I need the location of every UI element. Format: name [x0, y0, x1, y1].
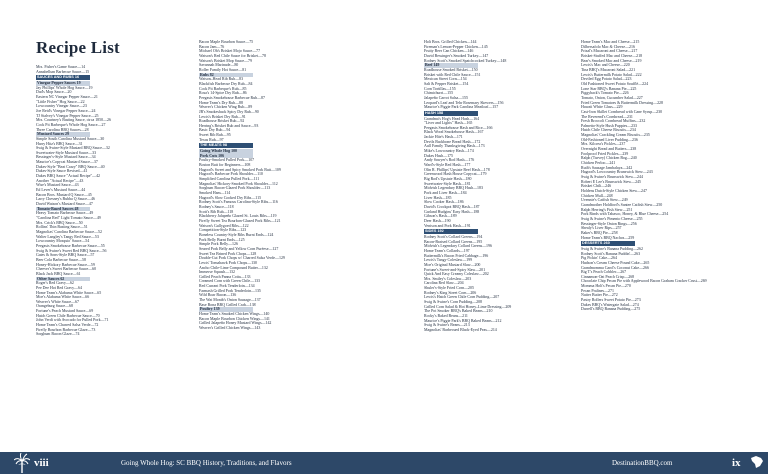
recipe-entry: Aull Family Thanksgiving Hash—173 — [424, 144, 485, 149]
recipe-entry: Maurice's Piggie Park Carolina Meatloaf—157 — [424, 105, 499, 110]
south-carolina-state-icon — [750, 455, 764, 469]
recipe-entry: Tomato, Onion, Cucumber Salad—227 — [581, 95, 643, 100]
recipe-entry: Pig Pickin' Cake—264 — [581, 256, 617, 261]
recipe-entry: Boneless Country-Style Ribs Burnt Ends—124 — [199, 232, 274, 237]
recipe-entry: Firefly Bourbon Barbecue Glaze—73 — [36, 327, 96, 332]
recipe-entry: Lewis's Mac and Cheese—220 — [581, 63, 630, 68]
recipe-entry: Quick And Easy Creamy Coleslaw—202 — [424, 272, 489, 277]
recipe-entry: Mrs. Fisher's Game Sauce—14 — [36, 65, 86, 69]
recipe-entry: Lewis's Hatch Green Chile Corn Pudding—207 — [424, 295, 500, 300]
recipe-entry: Watson's Gullygoed Ribs—122 — [199, 223, 249, 228]
recipe-entry: Overnight Bread and Butters—238 — [581, 147, 637, 152]
recipe-entry: Sorghum Bacon-Glazed Pork Shoulder—113 — [199, 186, 271, 191]
recipe-entry: Home Team's Collards—197 — [424, 248, 470, 253]
recipe-entry: Robert E Lee's Brunswick Stew—245 — [581, 179, 641, 184]
recipe-entry: Herring's Brisket Rub and Sauce—93 — [199, 123, 259, 128]
recipe-entry: Fortune's Sweet-and-Spicy Slaw—201 — [424, 267, 486, 272]
recipe-entry: Brisket with Red Chile Sauce—151 — [424, 72, 481, 77]
recipe-entry: Grandma's Hog's Head Hash—164 — [424, 116, 480, 121]
recipe-entry: Midvish Legendary BBQ Hash—183 — [424, 186, 483, 191]
footer-band — [0, 452, 768, 474]
recipe-entry: Gates & Sons-Style BBQ Sauce—57 — [36, 253, 95, 258]
recipe-entry: Weaver's White Sauce—67 — [36, 299, 79, 304]
recipe-entry: Firefly Sweet Tea Bourbon-Glazed Pork Ribs—121 — [199, 218, 281, 223]
recipe-entry: Bacon Bros. Mustard Q Sauce—45 — [36, 192, 92, 197]
recipe-entry: Mrs. Smiley's Coleslaw—203 — [424, 276, 472, 281]
recipe-entry: Black Jack BBQ Sauce—61 — [36, 271, 81, 276]
recipe-entry: Pork Belly Burnt Ends—125 — [199, 237, 245, 242]
recipe-entry: Moe's Original Mustard Slaw—200 — [424, 262, 481, 267]
recipe-entry: David Bessinger's Smoked Turkey—147 — [424, 53, 489, 58]
recipe-entry: TJ Stalvey's Vinegar Pepper Sauce—25 — [36, 113, 99, 118]
recipe-entry: Big Rod's Upstate Hash—180 — [424, 177, 472, 182]
recipe-entry: Dilbersafolo Mac & Cheese—216 — [581, 44, 635, 49]
recipe-entry: Tina BBQ's Macaroni Salad—221 — [581, 67, 636, 72]
recipe-entry: Jackie Hite's Hash—171 — [424, 135, 463, 140]
recipe-entry: Walter Langley's Tangy Red Sauce—53 — [36, 234, 99, 239]
recipe-entry: Peegasis Smokehouse Hash and Rice—166 — [424, 125, 493, 130]
recipe-entry: Ward's-Style Red Hash—177 — [424, 163, 471, 168]
recipe-entry: Swig & Swine's Beans—213 — [424, 323, 470, 328]
recipe-entry: Palmetto-Style Hush Puppies—233 — [581, 123, 637, 128]
recipe-entry: Base Bona BBQ Grilled Crab—138 — [199, 302, 256, 307]
recipe-entry: Farmash Grilled Pork Tenderloin—135 — [199, 288, 261, 293]
recipe-entry: Poultry-Smoked Pulled Pork—107 — [199, 158, 255, 163]
recipe-entry: "Carolina Red" Light Tomato Sauce—49 — [36, 216, 101, 220]
section-heading: HASH 158 — [424, 111, 478, 116]
subsection-heading: Going Whole Hog 100 — [199, 149, 253, 154]
recipe-entry: Dukes-Style "Beat Crazy" BBQ Sauce—40 — [36, 164, 105, 169]
recipe-entry: Rosa's 14-Spice Dry Rub—86 — [199, 91, 247, 96]
recipe-entry: Honey-Hickory Barbecue Sauce—59 — [36, 262, 95, 267]
recipe-entry: "Liver and Lights" Hash—165 — [424, 121, 473, 126]
section-heading: SIDES 192 — [424, 229, 478, 234]
recipe-entry: Rodney Scott's Smoked Spatchcocked Turkey—148 — [424, 58, 507, 63]
section-heading: SAUCES AND RUBS 16 — [36, 75, 90, 80]
recipe-entry: Beer Cola Barbecue Sauce—58 — [36, 257, 86, 262]
recipe-entry: Orangeburg Sauce—68 — [36, 304, 73, 309]
recipe-entry: Darrell's BBQ Banana Pudding—275 — [581, 307, 641, 312]
recipe-entry: Magnolias' Barbecued Black-Eyed Peas—214 — [424, 328, 497, 333]
recipe-entry: Savannah Marinade—80 — [199, 63, 239, 68]
page-title: Recipe List — [36, 38, 120, 57]
recipe-entry: Rollins' Thin Basting Sauce—51 — [36, 225, 88, 230]
recipe-entry: Ed Lever's Mustard Sauce—44 — [36, 188, 86, 193]
recipe-entry: Double-Cut Pork Chops w/ Charred Salsa Verde—129 — [199, 256, 285, 261]
section-heading: THE MEATS 98 — [199, 143, 253, 148]
recipe-entry: Mrs. Crick's BBQ Sauce—50 — [36, 220, 83, 225]
recipe-entry: Pastry Rollers Sweet Potato Pie—273 — [581, 298, 641, 303]
recipe-entry: Andy Sawyer's Rod Hash—176 — [424, 158, 475, 163]
recipe-entry: Scott's Rib Rub—118 — [199, 209, 234, 214]
recipe-entry: Hawaii White Glass—229 — [581, 105, 623, 110]
recipe-entry: Lewis's Tangy Coleslaw—199 — [424, 258, 473, 263]
recipe-entry: Blackfish Barbecue Dry Rub—84 — [199, 81, 253, 86]
recipe-entry: Fruity Beer Can Chicken—146 — [424, 49, 474, 54]
recipe-entry: Magnolias' Hickory-Smoked Pork Shoulder—112 — [199, 181, 278, 186]
subsection-heading: Vinegar Pepper Sauces 19 — [36, 81, 90, 86]
recipe-entry: Creamed Corn with Green Chile—133 — [199, 279, 261, 284]
recipe-entry: Swig & Swine-Style Mustard BBQ Sauce—32 — [36, 146, 110, 151]
recipe-entry: Sweet Rib Rub—95 — [199, 133, 231, 138]
recipe-entry: Cock Pit Barbeque's Whole Hog Sauce—27 — [36, 122, 106, 127]
recipe-entry: Jay Phillips' Whole Hog Sauce—19 — [36, 85, 93, 90]
recipe-entry: Rodney Scott's Collard Greens—194 — [424, 234, 483, 239]
recipe-entry: Mrs. Courtney's Basting Sauce, circa 1850—26 — [36, 118, 111, 123]
palmetto-tree-icon — [14, 453, 30, 473]
recipe-entry: Hatch Green Chile Barbecue Sauce—70 — [36, 313, 100, 318]
recipe-entry: Sweet Tea Brined Pork Chops—128 — [199, 251, 257, 256]
recipe-entry: Cheever's Sweet Barbecue Sauce—60 — [36, 267, 97, 272]
subsection-heading: Tomato-Based Sauces 48 — [36, 207, 90, 212]
recipe-entry: Holt Bros. Grilled Chicken—144 — [424, 40, 477, 44]
recipe-entry: Moe's Alabama White Sauce—66 — [36, 295, 90, 300]
recipe-entry: Hatch Chile Cheese Biscuits—234 — [581, 128, 636, 133]
recipe-entry: Old-Fashioned Liver Pudding—236 — [581, 137, 638, 142]
recipe-entry: Home Team's Dry Rub—88 — [199, 100, 243, 105]
recipe-entry: Momma Holt's Pecan Pie—270 — [581, 284, 631, 289]
recipe-entry: Fortune's Peach Mustard Sauce—69 — [36, 309, 94, 314]
subsection-heading: Poultry 139 — [199, 307, 253, 312]
recipe-entry: Prizal's Macaroni and Cheese—217 — [581, 49, 638, 54]
recipe-entry: Lewis's Buttermilk Potato Salad—222 — [581, 72, 642, 77]
recipe-entry: Midvish's Legendary Collard Greens—196 — [424, 244, 492, 249]
recipe-entry: Home Team's Smoked Chicken Wings—140 — [199, 312, 270, 317]
recipe-entry: Venison and Pork Hash—191 — [424, 223, 471, 228]
recipe-entry: Watson–Head Rib Rub—83 — [199, 77, 244, 82]
recipe-entry: Leopard's Leaf and Tehr Rosemary Skewers—156 — [424, 100, 504, 105]
recipe-entry: Chicken Perloo—241 — [581, 161, 616, 166]
recipe-entry: Ralph Herring's Fish Stew—251 — [581, 207, 633, 212]
recipe-entry: Roller Family Hot Sauce—81 — [199, 67, 247, 72]
recipe-entry: Ruth's Sausage Jambalaya—242 — [581, 165, 633, 170]
recipe-entry: Pee Dee Hot Red Gravy—64 — [36, 285, 82, 290]
recipe-entry: Simplified Carolina Pulled Pork—111 — [199, 177, 260, 182]
subsection-heading: Beef 149 — [424, 63, 478, 68]
recipe-entry: Gibson's Hash—189 — [424, 214, 457, 219]
recipe-entry: Foolproof Fried Pickles—239 — [581, 151, 629, 156]
recipe-entry: Mrs. Kilcrea's Pickles—237 — [581, 142, 626, 147]
recipe-entry: Swig & Swine's Pimento Cheese—255 — [581, 216, 643, 221]
recipe-entry: Devils Backbone Bread Hash—172 — [424, 139, 481, 144]
recipe-entry: Nutter Butter Pie—272 — [581, 293, 618, 298]
recipe-entry: Roadhouse Smoked Brisket—150 — [424, 67, 478, 72]
recipe-entry: Baker's BBQ Pie—258 — [581, 230, 618, 235]
recipe-entry: Slow Cooker Hash—186 — [424, 200, 464, 205]
recipe-entry: Swig & Swine's Brunswick Stew—244 — [581, 175, 643, 180]
recipe-entry: Grilled Peach Panna Cotta—133 — [199, 274, 251, 279]
recipe-entry: Cast-Iron Skillet Cornbread with Cane Syrup—230 — [581, 109, 663, 114]
recipe-entry: Home Team's Mac and Cheese—215 — [581, 40, 640, 44]
column-2 — [199, 40, 333, 331]
recipe-entry: The Reverend's Cornbread—231 — [581, 114, 633, 119]
recipe-entry: Swig & Swine's Sweet Red BBQ Sauce—56 — [36, 248, 107, 253]
recipe-entry: Hagood's Slow Cooked Dry Ribs—115 — [199, 195, 262, 200]
recipe-entry: Olin R. Phillips' Upstate Beef Hash—178 — [424, 167, 490, 172]
recipe-entry: Grilled Corn Salad & Hot Honey–Lime Dressing—209 — [424, 304, 512, 309]
recipe-entry: Holdens Dutch-Style Chicken Stew—247 — [581, 189, 647, 193]
recipe-entry: Deer Hash—190 — [424, 218, 451, 223]
recipe-entry: Black Wood Smokehouse Hash—167 — [424, 130, 484, 135]
recipe-entry: Bacon Maple Bourbon Sauce—75 — [199, 40, 254, 44]
recipe-entry: Salt & Pepper Brisket—154 — [424, 81, 469, 86]
recipe-entry: Texas Rub—97 — [199, 137, 224, 142]
recipe-entry: Maurice's Piggie Park's BBQ Baked Beans—212 — [424, 318, 502, 323]
recipe-entry: Deviled Egg Potato Salad—223 — [581, 77, 632, 82]
recipe-entry: Dad's Mop Sauce—20 — [36, 90, 72, 95]
footer-book-title: Going Whole Hog: SC BBQ History, Traditions, and Flavors — [121, 459, 292, 467]
subsection-heading: Mustard Sauces 29 — [36, 132, 90, 137]
recipe-entry: Seared Pork Belly and Yellow Corn Puréese—127 — [199, 246, 279, 251]
recipe-entry: Greenwood Hash House Copycat—179 — [424, 172, 487, 177]
recipe-entry: Fried Green Tomatoes & Buttermilk Dressing—228 — [581, 100, 663, 105]
recipe-entry: Another "Actual Recipe"—43 — [36, 178, 84, 183]
recipe-entry: Sweetwater-Style Hash—181 — [424, 181, 471, 186]
recipe-entry: Peegasis Smokehouse Barbecue Rub—87 — [199, 95, 265, 100]
recipe-entry: Lone Star BBQ's Banana Pie—225 — [581, 86, 637, 91]
recipe-entry: Red Currant Pork Tenderloin—134 — [199, 284, 255, 289]
recipe-entry: Rodney's Sauce—118 — [199, 204, 234, 209]
column-4 — [581, 40, 715, 312]
recipe-entry: Grandmother Holdford's Santee Catfish Stew—250 — [581, 202, 663, 207]
recipe-entry: Peegasis Smokehouse Barbecue Sauce—55 — [36, 243, 105, 248]
recipe-entry: Chicken Mull—248 — [581, 193, 613, 198]
recipe-entry: Hudson's Cream Cheese Pound Cake—265 — [581, 260, 650, 265]
recipe-entry: Hagood's Lowcountry Brunswick Stew—243 — [581, 170, 653, 175]
recipe-entry: Chocolate Chip Pecan Pie with Applewood Bacon Graham Cracker Crust—269 — [581, 279, 707, 284]
recipe-entry: JB's Smokeshack Spicy Dry Rub—90 — [199, 109, 259, 114]
recipe-entry: Bessinger-Style Onion Rings—256 — [581, 221, 637, 226]
recipe-entry: Watson's Red Chile Sauce for Brisket—78 — [199, 53, 266, 58]
recipe-entry: Garland Hudgins' Easy Hash—188 — [424, 209, 480, 214]
recipe-entry: Grilled Jalapeño Honey Mustard Wings—142 — [199, 321, 272, 326]
column-3 — [424, 40, 558, 333]
recipe-entry: Sweetwater-Style Mustard Sauce—33 — [36, 150, 97, 155]
recipe-entry: Liver Hash—185 — [424, 195, 452, 200]
recipe-entry: Pecan Pralines—271 — [581, 288, 614, 293]
recipe-entry: Boston Butt for Beginners—108 — [199, 163, 251, 168]
recipe-entry: Grandmomma Carol's Coconut Cake—266 — [581, 265, 649, 270]
subsection-heading: Pork Cuts 106 — [199, 154, 253, 159]
recipe-entry: Brisket-Stuffed Mac and Cheese—218 — [581, 53, 643, 58]
recipe-entry: Piggyback's Tomato Pie—226 — [581, 91, 629, 96]
recipe-entry: Eastern NC Vinegar Pepper Sauce—21 — [36, 94, 98, 99]
recipe-entry: The Wat Montb's Onion Sausage—137 — [199, 298, 261, 303]
recipe-entry: David Watson's Mustard Sauce—47 — [36, 202, 93, 207]
recipe-entry: Uvennie's Catfish Stew—249 — [581, 198, 628, 203]
column-1 — [36, 65, 170, 337]
recipe-entry: Big T's Peach Cobbler—267 — [581, 270, 627, 275]
recipe-entry: Rodney's King Street Corn—206 — [424, 290, 477, 295]
recipe-entry: Ancho Chile-Lime Compound Butter—132 — [199, 265, 268, 270]
recipe-entry: Rodney Scott's Banana Puddin'—263 — [581, 251, 641, 256]
recipe-entry: Chimichurri—155 — [424, 91, 454, 96]
recipe-entry: Hagood's Sweet and Spicy Smoked Pork Butt—109 — [199, 167, 281, 172]
recipe-entry: Three Carolina BBQ Sauces—28 — [36, 127, 89, 132]
recipe-entry: Michael Oh's Brisket Mojo Sauce—77 — [199, 49, 261, 54]
recipe-entry: Basic Dry Rub—94 — [199, 128, 231, 133]
recipe-entry: Sorghum Bacon Glaze—74 — [36, 332, 80, 337]
recipe-entry: Swig & Swine's Corn Pudding—208 — [424, 300, 483, 305]
recipe-entry: Simple Pork Belly—126 — [199, 242, 238, 247]
recipe-entry: David's Crockpot BBQ Hash—187 — [424, 204, 480, 209]
recipe-entry: Hagood's Barbecue Pork Shoulder—110 — [199, 172, 263, 177]
recipe-entry: Watson's Brisket Mop Sauce—79 — [199, 58, 252, 63]
recipe-entry: Lewis's Brisket Dry Rub—91 — [199, 114, 246, 119]
recipe-entry: Old Fashioned Sweet Potato Soufflé—224 — [581, 81, 649, 86]
recipe-entry: Pork Rinds with Tabasco, Honey, & Blue Cheese—254 — [581, 212, 669, 217]
recipe-entry: Wise's Mustard Sauce—43 — [36, 183, 79, 188]
recipe-entry: The Pot Smoker BBQ's Baked Beans—210 — [424, 309, 493, 314]
recipe-entry: Roadhouse Brisket Rub—92 — [199, 119, 245, 124]
recipe-entry: Bacon Jam—76 — [199, 44, 225, 49]
recipe-entry: Buttermilk's Bacon Fried Cabbage—196 — [424, 253, 489, 258]
recipe-entry: Magnolias' Carolina Barbecue Sauce—52 — [36, 229, 102, 234]
recipe-entry: Dukes BBQ Sauce "Actual Recipe"—42 — [36, 174, 101, 179]
subsection-heading: Other Sauces 62 — [36, 277, 90, 282]
recipe-entry: Cinnamon-Oat Peach Crisp—268 — [581, 274, 635, 279]
footer-website: DestinationBBQ.com — [612, 459, 673, 467]
recipe-entry: Maurice's Copycat Mustard Sauce—37 — [36, 160, 98, 165]
recipe-entry: Swig & Swine's Banana Pudding—262 — [581, 246, 643, 251]
recipe-entry: Shealy's Liver Rips—257 — [581, 226, 622, 231]
recipe-entry: Home Team's BBQ Nachos—259 — [581, 235, 635, 240]
recipe-entry: Lowcountry Vinegar Sauce—23 — [36, 104, 87, 109]
recipe-entry: Dukes-Style Sauce Revised—41 — [36, 169, 88, 174]
recipe-entry: Brisket Chili—246 — [581, 184, 612, 189]
right-page-number: ix — [732, 457, 741, 469]
recipe-entry: Bacon Maple Bourbon Chicken Wings—141 — [199, 316, 270, 321]
recipe-entry: Annabelhan Barbecue Sauce—15 — [36, 69, 90, 74]
recipe-entry: Corn Tortillas—155 — [424, 86, 456, 91]
recipe-entry: Roger's Red Gravy—62 — [36, 281, 74, 286]
subsection-heading: Rubs 82 — [199, 73, 253, 78]
recipe-entry: Mexican Street Corn—154 — [424, 77, 467, 82]
recipe-entry: Ralph (Turvey) Chicken Bog—240 — [581, 156, 637, 161]
recipe-entry: Home Team's Charred Salsa Verde—72 — [36, 323, 99, 328]
recipe-entry: Dukes BBQ's Watergate Salad—274 — [581, 302, 639, 307]
recipe-entry: Bear's Smoked Mac and Cheese—219 — [581, 58, 642, 63]
recipe-entry: Fresh Broccoli Cornbread Muffins—232 — [581, 119, 646, 124]
section-heading: DESSERTS 260 — [581, 241, 635, 246]
recipe-entry: Cock Pit Barbeque's Rub—85 — [199, 86, 247, 91]
recipe-entry: Harry Hitz's BBQ Sauce—31 — [36, 141, 83, 146]
recipe-entry: Heavy Tomato Barbecue Sauce—49 — [36, 211, 94, 216]
recipe-entry: "Little Fisher" Hog Sauce—22 — [36, 99, 85, 104]
recipe-entry: Bacon-Braised Collard Greens—195 — [424, 239, 483, 244]
recipe-entry: Fireman's Lemon-Pepper Chicken—145 — [424, 44, 488, 49]
recipe-entry: Home Team's Alabama White Sauce—65 — [36, 290, 102, 295]
recipe-entry: Jalapeño Carrot Salsa—155 — [424, 95, 468, 100]
recipe-entry: Mike's Lowcountry Hash—174 — [424, 149, 474, 154]
recipe-entry: Rocky's Baked Beans—211 — [424, 314, 468, 319]
recipe-entry: Weaver's Chicken Wing Rub—89 — [199, 105, 253, 110]
recipe-entry: Joe Reid's Vinegar Pepper Sauce—24 — [36, 108, 96, 113]
recipe-entry: Lewis' Tomahawk Pork Chops—130 — [199, 260, 257, 265]
recipe-entry: John Verdi with Avocado for Pulled Pork—71 — [36, 318, 109, 323]
recipe-entry: Shuler's-Style Fried Corn—205 — [424, 286, 474, 291]
recipe-entry: Competition-Style Ribs—123 — [199, 228, 247, 233]
recipe-entry: Lowcountry Mosquio' Sauce—54 — [36, 239, 90, 244]
recipe-entry: Weaver's Grilled Chicken Wings—143 — [199, 326, 261, 331]
recipe-entry: Dukes Hash—175 — [424, 153, 453, 158]
recipe-entry: Carolina Red Slaw—204 — [424, 281, 464, 286]
recipe-entry: Wild Boar Bacon—136 — [199, 293, 237, 298]
recipe-entry: Rodney Scott's Famous Carolina-Style Ribs—116 — [199, 200, 278, 205]
recipe-entry: Pork and Liver Hash—184 — [424, 191, 467, 195]
recipe-entry: Bessinger's-Style Mustard Sauce—34 — [36, 155, 96, 160]
recipe-entry: Smoked Ham—114 — [199, 191, 231, 195]
recipe-entry: Magnolias' Crackling Cream Biscuits—235 — [581, 133, 650, 138]
recipe-entry: Blackberry Jalapeño Glazed St. Louis Ribs—119 — [199, 214, 277, 219]
recipe-entry: Simple South Carolina Mustard Sauce—30 — [36, 136, 105, 141]
left-page-number: viii — [34, 457, 49, 469]
recipe-entry: Larry Chesney's Bubba Q Sauce—46 — [36, 197, 95, 202]
recipe-entry: Immerse Squash—132 — [199, 270, 235, 275]
